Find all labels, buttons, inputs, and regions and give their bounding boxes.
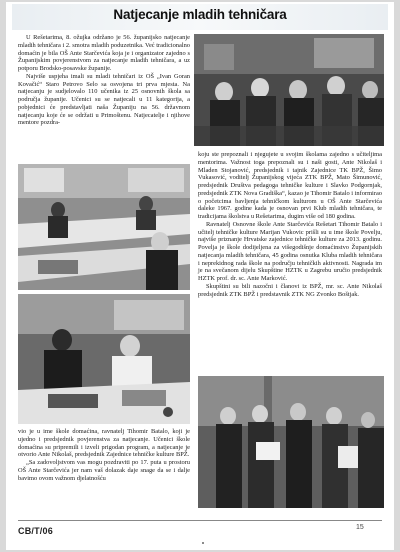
paragraph: Skupštini su bili nazočni i članovi iz BPŽ, mr. sc. Ante Nikolaš predsjednik ZTK BPŽ i predstavnik ZTK NG Zvonko Boštjak. bbox=[198, 282, 382, 298]
photo-classroom-workbenches bbox=[18, 164, 190, 290]
paragraph: „Sa zadovoljstvom vas mogu pozdraviti po 17. puta u prostoru OŠ Ante Starčevića jer nam vaš dolazak daje snage da se i dalje bavimo ovom važnom djelatnošću bbox=[18, 459, 190, 482]
paragraph: koju ste prepoznali i njegujete u svojim školama zajedno s učiteljima mentorima. Važnost toga prepoznali su i naši gosti, Ante Nikolaš i Mladen Stojanović, predsjednik i tajnik Zajednice TK BPŽ, Šimo Vukasović, voditelj Županijskog vijeća ZTK BPŽ, Mato Šimunović, predsjednik Društva pedagoga tehničke kulture i Slavko Podgornjak, predsjednik ZTK Nova Gradiška“, kazao je Tihomir Batalo i informirao o početcima bavljenja tehničkom kulturom u OŠ Ante Starčevića daleke 1967. godine kada je osnovan prvi Klub mladih tehničara, te tradicijama školstva u Rešetarima, dugim više od 180 godina. bbox=[198, 151, 382, 220]
column-1-top bbox=[18, 34, 190, 158]
column-1-bottom bbox=[18, 428, 190, 518]
photo-audience bbox=[194, 34, 384, 146]
magazine-logo: CB/T/06 bbox=[18, 526, 53, 536]
paragraph: vio je u ime škole domaćina, ravnatelj Tihomir Batalo, koji je ujedno i predsjednik povjerenstva za natjecanje. Učenici škole domaćina su pripremili i izveli prigodan program, a natjecanje je otvorio Ante Nikolaš, predsjednik Zajednice tehničke kulture BPŽ. bbox=[18, 428, 190, 459]
photo-students-working bbox=[18, 294, 190, 424]
footer-divider bbox=[18, 520, 382, 521]
article-title: Natjecanje mladih tehničara bbox=[113, 7, 287, 22]
paragraph: Najviše uspjeha imali su mladi tehničari iz OŠ „Ivan Goran Kovačić“ Staro Petrovo Selo sa osvojena tri prva mjesta. Na natjecanju je sudjelovalo 110 učenika iz 25 osnovnih škola sa područja županije. Učenici su se natjecali u 11 kategorija, a pobjednici će predstavljati naša Županiju na 56. državnom natjecanju koje će se održati u Primoštenu. Natjecatelje i njihove mentore pozdra- bbox=[18, 72, 190, 127]
page-number: 15 bbox=[356, 524, 364, 531]
magazine-page bbox=[6, 2, 394, 550]
column-2 bbox=[198, 151, 382, 369]
photo-award-presentation bbox=[198, 376, 384, 508]
center-mark-dot bbox=[202, 542, 204, 544]
paragraph: Ravnatelj Osnovne škole Ante Starčevića Rešetari Tihomir Batalo i učitelj tehničke kulture Marijan Vukovic prišli su u ime škole Povelju, najviše priznanje Hrvatske zajednice tehničke kulture za 2013. godinu. Povelja je škole dodijeljena za višegodišnje domaćinstvo Županijskih natjecanja mladih tehničara, 45 godina osnutka Kluba mladih tehničara i neprekidnog rada škole na području tehničkih aktivnosti. Nagrada im je na svečanom dijelu Skupštine HZTK u Zagrebu uručio predsjednik HZTK prof. dr. sc. Ante Marković. bbox=[198, 220, 382, 282]
paragraph: U Rešetarima, 8. ožujka održano je 56. županijsko natjecanje mladih tehničara i 2. smotra mladih poduzetnika. Već tradicionalno domaćin je bila OŠ Ante Starčevića koja je i organizator zajedno s Županijskim povjerenstvom za natjecanje mladih tehničara, a uz potporu Brodsko-posavske županije. bbox=[18, 34, 190, 72]
